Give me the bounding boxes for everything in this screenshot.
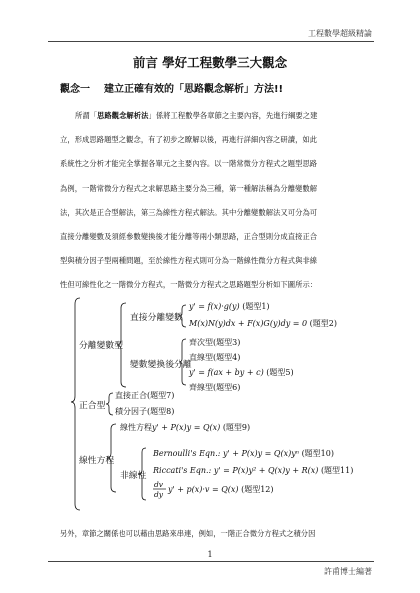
paragraph-line-1-text: 所謂「思路觀念解析法」係將工程數學各章節之主要內容，先進行綱要之建 — [75, 111, 318, 120]
eq-type1-text: y' = f(x)·g(y) — [189, 302, 240, 311]
eq-type5 — [189, 367, 294, 378]
subtitle-label: 觀念一 — [60, 84, 90, 95]
fraction-denominator: dy — [154, 490, 164, 499]
page-title: 前言 學好工程數學三大觀念 — [132, 55, 288, 70]
eq-type6 — [189, 382, 240, 393]
brace-exact — [106, 393, 113, 415]
eq-type7-text: 直接正合 — [115, 391, 147, 400]
eq-type10-text: Bernoulli's Eqn.: y' + P(x)y = Q(x)yⁿ — [153, 449, 300, 458]
paragraph-line-4: 為例，一階常微分方程式之求解思路主要分為三種，第一種解法稱為分離變數解 — [60, 183, 318, 193]
eq-type2-text: M(x)N(y)dx + F(x)G(y)dy = 0 — [189, 319, 308, 328]
label-linear-group: 線性方程 — [79, 456, 115, 466]
eq-type9-label: 線性方程 — [120, 423, 152, 432]
eq-type3 — [189, 337, 240, 348]
eq-type11-text: Riccati's Eqn.: y' = P(x)y² + Q(x)y + R(x) — [153, 466, 319, 475]
eq-type6-tag: (題型6) — [213, 383, 241, 392]
paragraph-line-2: 立，形成思路題型之觀念，有了初步之瞭解以後，再進行詳細內容之研讀，如此 — [60, 135, 318, 145]
eq-type1-formula — [189, 301, 270, 312]
eq-type8-text: 積分因子 — [115, 407, 147, 416]
label-nonlinear: 非線性 — [120, 471, 147, 481]
eq-type3-tag: (題型3) — [213, 338, 241, 347]
paragraph-line-7: 型與積分因子型兩種問題，至於線性方程式則可分為一階線性微分方程式與非線 — [60, 256, 318, 266]
label-transformation: 變數變換後分離 — [130, 360, 192, 370]
eq-type2-formula — [189, 318, 337, 329]
running-header: 工程數學超級精論 — [308, 29, 372, 38]
eq-type10-tag: (題型10) — [301, 449, 334, 458]
eq-type9-tag: (題型9) — [222, 423, 251, 432]
paragraph-line-6: 直接分離變數及須經參數變換後才能分離等兩小類思路，正合型則分成直接正合 — [60, 232, 318, 242]
eq-type11 — [153, 465, 353, 476]
bold-term: 思路觀念解析法 — [97, 111, 149, 120]
subtitle-text: 建立正確有效的「思路觀念解析」方法!! — [104, 84, 284, 95]
fraction-numerator: dv — [154, 480, 164, 489]
eq-type2-tag: (題型2) — [309, 319, 337, 328]
paragraph-line-8: 性但可線性化之一階微分方程式，一階微分方程式之思路題型分析如下圖所示： — [60, 280, 318, 290]
eq-type8-tag: (題型8) — [147, 407, 175, 416]
label-direct-separation: 直接分離變數 — [130, 313, 183, 323]
eq-type7 — [115, 390, 174, 401]
label-exact: 正合型 — [79, 401, 106, 411]
eq-type11-tag: (題型11) — [320, 466, 354, 475]
eq-type5-tag: (題型5) — [266, 368, 294, 377]
eq-type5-text: y' = f(ax + by + c) — [189, 368, 264, 377]
eq-type3-text: 齊次型 — [189, 338, 213, 347]
label-separable: 分離變數型 — [79, 341, 123, 351]
bottom-paragraph: 另外，章節之關係也可以藉由思路來串連，例如，一階正合微分方程式之積分因 — [60, 529, 316, 538]
eq-type9 — [120, 422, 250, 433]
eq-type12 — [168, 484, 274, 495]
paragraph-line-3: 系統性之分析才能完全掌握各單元之主要內容。以一階常微分方程式之題型思路 — [60, 159, 318, 169]
eq-type7-tag: (題型7) — [147, 391, 175, 400]
eq-type1-tag: (題型1) — [242, 302, 270, 311]
eq-type12-text: y' + p(x)·v = Q(x) — [168, 485, 239, 494]
page-number: 1 — [207, 550, 213, 559]
eq-type12-tag: (題型12) — [241, 485, 274, 494]
eq-type4-text: 直線型 — [189, 353, 213, 362]
paragraph-line-5: 法，其次是正合型解法，第三為線性方程式解法。其中分離變數解法又可分為可 — [60, 207, 318, 217]
running-footer: 許甫博士編著 — [324, 567, 372, 576]
eq-type10 — [153, 448, 334, 459]
eq-type8 — [115, 406, 174, 417]
eq-type6-text: 齊線型 — [189, 383, 213, 392]
eq-type4 — [189, 352, 240, 363]
footer-rule — [48, 561, 374, 562]
eq-type4-tag: (題型4) — [213, 353, 241, 362]
eq-type9-text: y' + P(x)y = Q(x) — [152, 423, 221, 432]
